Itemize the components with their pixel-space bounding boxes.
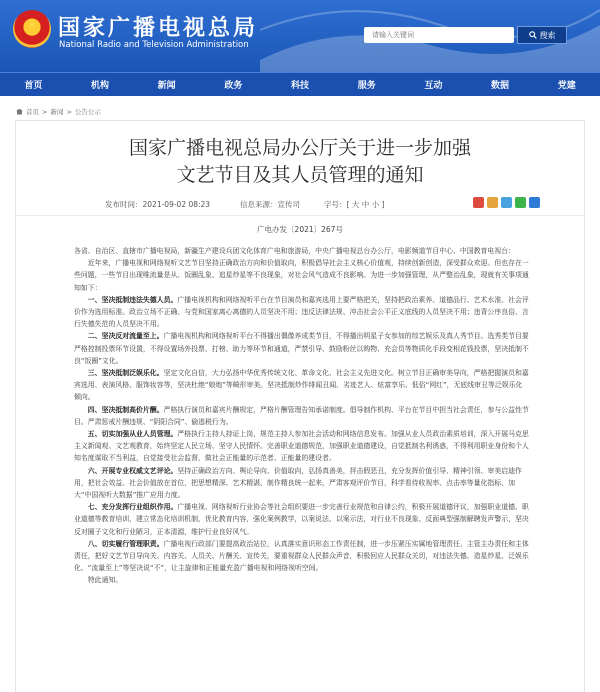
breadcrumb-separator: >: [42, 107, 48, 116]
breadcrumb-separator: >: [66, 107, 72, 116]
main-nav: [0, 72, 600, 96]
share-bar: [473, 197, 540, 208]
item-paragraph-2: [74, 330, 529, 367]
national-emblem-icon[interactable]: ★: [13, 10, 51, 48]
document-number: 广电办发〔2021〕267号: [257, 225, 343, 234]
intro-paragraph: 近年来，广播电视和网络视听文艺节目坚持正确政治方向和价值取向，积极倡导社会主义核心价值观，持续创新创造，深受群众欢迎。但也存在一些问题，一些节目出现唯流量是从、饭圈乱象、追星炒星等不良现象，对社会风气造成不良影响。为进一步加强管理，从严整治乱象，现就有关事项通知如下：: [74, 259, 529, 292]
item-text-8: 广播电视行政部门要提高政治站位，认真落实意识形态工作责任制，进一步压紧压实属地管理责任、主管主办责任和主体责任，把好文艺节目导向关、内容关、人员关、片酬关、宣传关，要重视群众人民群众声音，积极回应人民群众关切，对违法失德、造星炒星、泛娱乐化、“流量至上”等坚决说“不”，让主旋律和正能量充盈广播电视和网络视听空间。: [74, 539, 529, 573]
share-wechat-icon[interactable]: [515, 197, 526, 208]
item-heading-4: 四、坚决抵制高价片酬。: [87, 405, 164, 414]
item-text-5: 严格执行主持人持证上岗，规范主持人参加社会活动和网络信息发布。加强从业人员政治素质培训，深入开展马克思主义新闻观、文艺观教育，始终坚定人民立场、坚守人民情怀。完善职业道德规范，加强职业道德建设，自觉抵制名利诱惑，不得利用职业身份和个人知名度谋取不当利益，自觉接受社会监督，做社会正能量的示范者、正能量的建设者。: [74, 430, 529, 463]
publish-date: 发布时间：2021-09-02 08:23: [105, 200, 211, 209]
nav-item-technology[interactable]: 科技: [291, 81, 310, 91]
nav-item-government[interactable]: 政务: [224, 81, 243, 91]
nav-item-data[interactable]: 数据: [491, 81, 510, 91]
breadcrumb: [0, 96, 600, 118]
item-paragraph-8: [74, 538, 529, 575]
breadcrumb-home[interactable]: 首页: [26, 108, 39, 116]
item-text-3: 坚定文化自信，大力弘扬中华优秀传统文化、革命文化、社会主义先进文化。树立节目正确审美导向，严格把握演员和嘉宾选用、表演风格、服饰妆容等，坚决杜绝“娘炮”等畸形审美。坚决抵制炒作绯闻丑闻、劣迹艺人、炫富享乐、低俗“网红”，无底线审丑等泛娱乐化倾向。: [74, 369, 529, 402]
item-heading-1: 一、坚决抵制违法失德人员。: [87, 295, 178, 304]
item-paragraph-5: [74, 428, 529, 465]
nav-item-institutions[interactable]: 机构: [91, 81, 110, 91]
nav-item-interaction[interactable]: 互动: [424, 81, 443, 91]
article-meta: [105, 199, 384, 210]
site-logo-subtitle: National Radio and Television Administration: [59, 40, 249, 50]
nav-item-news[interactable]: 新闻: [157, 81, 176, 91]
site-logo-title[interactable]: 国家广播电视总局: [58, 16, 259, 41]
article-panel: [15, 120, 585, 692]
site-header: [0, 0, 600, 72]
item-heading-8: 八、切实履行管理职责。: [87, 539, 164, 548]
item-heading-6: 六、开展专业权威文艺评论。: [87, 466, 178, 475]
share-qzone-icon[interactable]: [487, 197, 498, 208]
item-paragraph-4: [74, 404, 529, 428]
article-title-line-2: 文艺节目及其人员管理的通知: [176, 164, 424, 186]
article-body: [74, 245, 529, 587]
info-source: 信息来源：宣传司: [240, 200, 300, 209]
item-heading-7: 七、充分发挥行业组织作用。: [87, 503, 178, 512]
search-input[interactable]: [364, 27, 514, 43]
item-paragraph-7: [74, 501, 529, 538]
nav-item-services[interactable]: 服务: [357, 81, 376, 91]
item-paragraph-3: [74, 367, 529, 404]
item-text-1: 广播电视机构和网络视听平台在节目演员和嘉宾选用上要严格把关，坚持把政治素养、道德品行、艺术水准、社会评价作为选用标准。政治立场不正确、与党和国家离心离德的人员坚决不用；违反法律法规、冲击社会公平正义底线的人员坚决不用；违背公序良俗、言行失德失范的人员坚决不用。: [74, 295, 529, 329]
meta-divider: [16, 215, 584, 216]
breadcrumb-news[interactable]: 新闻: [50, 108, 64, 116]
item-heading-5: 五、切实加强从业人员管理。: [87, 430, 178, 439]
breadcrumb-notice[interactable]: 公告公示: [74, 108, 101, 116]
item-text-4: 严格执行演员和嘉宾片酬规定，严格片酬管理告知承诺制度。倡导制作机构、平台在节目中担当社会责任，参与公益性节目。严肃惩戒片酬违规、“阴阳合同”、偷逃税行为。: [74, 405, 529, 426]
share-more-icon[interactable]: [529, 197, 540, 208]
recipients-paragraph: 各省、自治区、直辖市广播电视局，新疆生产建设兵团文化体育广电和旅游局，中央广播电视总台办公厅，电影频道节目中心、中国教育电视台：: [74, 247, 515, 255]
font-size-selector[interactable]: 字号：[ 大 中 小 ]: [324, 200, 385, 209]
share-weibo-icon[interactable]: [473, 197, 484, 208]
search-button[interactable]: [517, 26, 567, 44]
article-title: [16, 135, 584, 189]
item-text-7: 广播电视、网络视听行业协会等社会组织要进一步完善行业规范和自律公约，积极开展道德评议，加强职业道德、职业道德等教育培训，建立常态化培训机制，优化教育内容，强化案例教学，以案说法、以案示法，对行业不良现象、反面典型强制解聘发声警示，坚决反对圈子文化和行业陋习，正本清源，维护行业良好风气。: [74, 503, 529, 536]
article-title-line-1: 国家广播电视总局办公厅关于进一步加强: [128, 137, 471, 159]
item-paragraph-1: [74, 294, 529, 331]
search-icon: [529, 31, 537, 39]
item-paragraph-6: [74, 465, 529, 502]
search-button-label: 搜索: [539, 30, 556, 40]
share-qq-icon[interactable]: [501, 197, 512, 208]
home-icon: [16, 109, 23, 115]
item-text-2: 广播电视机构和网络视听平台不得播出偶像养成类节目，不得播出明星子女参加的综艺娱乐及真人秀节目。选秀类节目要严格控制投票环节设置，不得设置场外投票、打榜、助力等环节和通道，严禁引导、鼓励粉丝以购物、充会员等物质化手段变相花钱投票，坚决抵制不良“饭圈”文化。: [74, 332, 529, 365]
item-text-6: 坚持正确政治方向、舆论导向、价值取向，弘扬真善美，抨击假恶丑，充分发挥价值引导、精神引领、审美启迪作用，把社会效益、社会价值放在首位，把思想精深、艺术精湛、制作精良统一起来，严肃客观评价节目，科学看待收视率、点击率等量化指标，加大“中国视听大数据”推广应用力度。: [74, 466, 522, 500]
item-heading-3: 三、坚决抵制泛娱乐化。: [87, 369, 164, 378]
closing-paragraph: 特此通知。: [87, 576, 123, 585]
nav-item-party[interactable]: 党建: [557, 81, 576, 91]
nav-item-home[interactable]: 首页: [24, 81, 43, 91]
item-heading-2: 二、坚决反对流量至上。: [87, 332, 164, 341]
